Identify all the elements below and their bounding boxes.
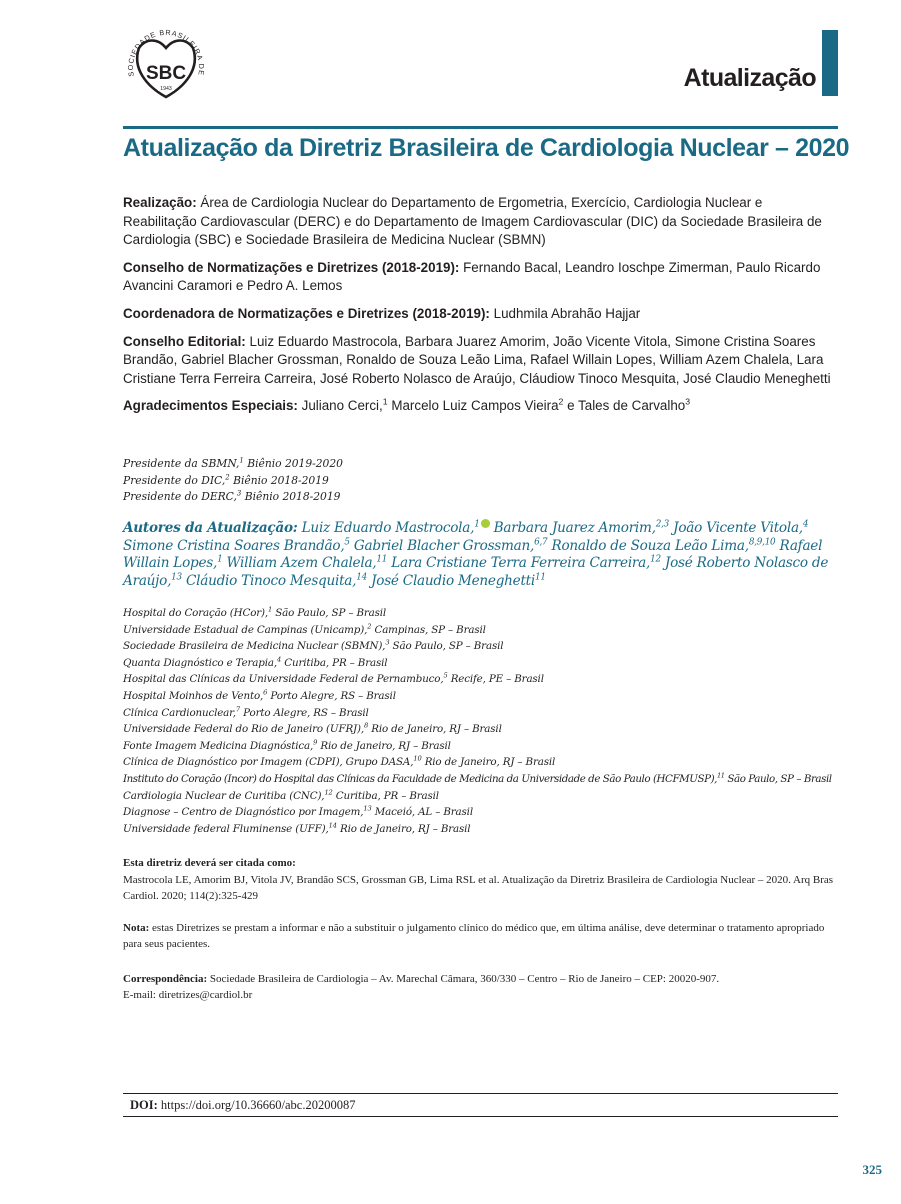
doi-link[interactable]: https://doi.org/10.36660/abc.20200087 bbox=[160, 1098, 356, 1112]
orcid-icon[interactable] bbox=[481, 519, 490, 528]
page-number: 325 bbox=[862, 1162, 882, 1177]
affiliation: Universidade Estadual de Campinas (Unicamp),$^2$ Campinas, SP – Brasil bbox=[123, 622, 486, 636]
logo-year: 1943 bbox=[160, 86, 172, 92]
affiliation: Hospital do Coração (HCor),$^1$ São Paulo, SP – Brasil bbox=[123, 605, 387, 619]
page-title: Atualização da Diretriz Brasileira de Cardiologia Nuclear – 2020 bbox=[123, 134, 850, 162]
affiliation: Sociedade Brasileira de Medicina Nuclear (SBMN),$^3$ São Paulo, SP – Brasil bbox=[123, 638, 504, 653]
citation-heading: Esta diretriz deverá ser citada como: bbox=[123, 857, 296, 869]
correspondence-email[interactable]: E-mail: diretrizes@cardiol.br bbox=[123, 989, 253, 1001]
doi-rule-bottom bbox=[123, 1116, 838, 1117]
author: Ronaldo de Souza Leão Lima,$^{8,9,10}$ bbox=[551, 536, 776, 554]
author: William Azem Chalela,$^{11}$ bbox=[226, 554, 388, 571]
affiliation: Universidade Federal do Rio de Janeiro (UFRJ),$^8$ Rio de Janeiro, RJ – Brasil bbox=[123, 721, 502, 736]
author: João Vicente Vitola,$^4$ bbox=[673, 519, 809, 536]
credit-conselho-normatizacoes: Conselho de Normatizações e Diretrizes (2018-2019): Fernando Bacal, Leandro Ioschpe Zimerman, Paulo Ricardo Avancini Caramori e Pedro A. Lemos bbox=[123, 259, 821, 294]
credit-coordenadora: Coordenadora de Normatizações e Diretrizes (2018-2019): Ludhmila Abrahão Hajjar bbox=[123, 305, 641, 321]
author: José Roberto Nolasco de Araújo,$^{13}$ bbox=[123, 555, 829, 589]
author: Barbara Juarez Amorim,$^{2,3}$ bbox=[493, 519, 670, 536]
author: Gabriel Blacher Grossman,$^{6,7}$ bbox=[353, 536, 548, 554]
correspondence-label: Correspondência: bbox=[123, 973, 208, 985]
affiliation: Hospital das Clínicas da Universidade Federal de Pernambuco,$^5$ Recife, PE – Brasil bbox=[123, 671, 544, 686]
affiliation: Instituto do Coração (Incor) do Hospital das Clínicas da Faculdade de Medicina da Universidade de São Paulo (HCFMUSP),$^{11}$ São Paulo, SP – Brasil bbox=[123, 771, 832, 785]
authors-label: Autores da Atualização: bbox=[123, 520, 298, 536]
president-line: Presidente do DERC,$^3$ Biênio 2018-2019 bbox=[123, 489, 341, 504]
correspondence-text: Sociedade Brasileira de Cardiologia – Av. Marechal Câmara, 360/330 – Centro – Rio de Janeiro – CEP: 20020-907. bbox=[209, 973, 720, 985]
author: Cláudio Tinoco Mesquita,$^{14}$ bbox=[185, 571, 367, 589]
affiliation: Fonte Imagem Medicina Diagnóstica,$^9$ Rio de Janeiro, RJ – Brasil bbox=[123, 738, 451, 752]
author: José Claudio Meneghetti$^{11}$ bbox=[371, 571, 546, 589]
affiliations-list bbox=[123, 605, 839, 837]
affiliation: Diagnose – Centro de Diagnóstico por Imagem,$^{13}$ Maceió, AL – Brasil bbox=[123, 804, 473, 819]
note bbox=[123, 920, 839, 952]
author: Lara Cristiane Terra Ferreira Carreira,$^{12}$ bbox=[391, 554, 661, 571]
section-accent-bar bbox=[822, 30, 838, 96]
doi-line bbox=[130, 1098, 355, 1113]
president-line: Presidente da SBMN,$^1$ Biênio 2019-2020 bbox=[123, 456, 343, 470]
correspondence bbox=[123, 971, 839, 1003]
author: Luiz Eduardo Mastrocola,$^1$ bbox=[302, 520, 490, 536]
affiliation: Hospital Moinhos de Vento,$^6$ Porto Alegre, RS – Brasil bbox=[123, 688, 396, 702]
credits-block bbox=[123, 194, 839, 425]
title-rule bbox=[123, 126, 838, 129]
author: Rafael Willain Lopes,$^1$ bbox=[123, 537, 823, 571]
authors-block bbox=[123, 519, 841, 590]
section-label: Atualização bbox=[683, 64, 816, 92]
affiliation: Universidade federal Fluminense (UFF),$^{14}$ Rio de Janeiro, RJ – Brasil bbox=[123, 821, 471, 835]
credit-realizacao: Realização: Área de Cardiologia Nuclear do Departamento de Ergometria, Exercício, Cardiologia Nuclear e Reabilitação Cardiovascular (DERC) e do Departamento de Imagem Cardiovascular (DIC) da Sociedade Brasileira de Cardiologia (SBC) e Sociedade Brasileira de Medicina Nuclear (SBMN) bbox=[123, 195, 822, 248]
author: Simone Cristina Soares Brandão,$^5$ bbox=[123, 536, 350, 554]
affiliation: Cardiologia Nuclear de Curitiba (CNC),$^{12}$ Curitiba, PR – Brasil bbox=[123, 788, 439, 802]
doi-rule-top bbox=[123, 1093, 838, 1094]
presidents-list bbox=[123, 456, 839, 506]
credit-conselho-editorial: Conselho Editorial: Luiz Eduardo Mastrocola, Barbara Juarez Amorim, João Vicente Vitola, Simone Cristina Soares Brandão, Gabriel Blacher Grossman, Ronaldo de Souza Leão Lima, Rafael Willain Lopes, William Azem Chalela, Lara Cristiane Terra Ferreira Carreira, José Roberto Nolasco de Araújo, Cláudiow Tinoco Mesquita, José Claudio Meneghetti bbox=[123, 333, 831, 386]
affiliation: Clínica Cardionuclear,$^7$ Porto Alegre, RS – Brasil bbox=[123, 705, 369, 719]
doi-label: DOI: bbox=[130, 1098, 158, 1112]
logo-abbreviation: SBC bbox=[145, 63, 187, 84]
affiliation: Clínica de Diagnóstico por Imagem (CDPI), Grupo DASA,$^{10}$ Rio de Janeiro, RJ – Brasil bbox=[123, 754, 556, 769]
logo-ring-text: SOCIEDADE BRASILEIRA DE bbox=[125, 27, 207, 78]
affiliation: Quanta Diagnóstico e Terapia,$^4$ Curitiba, PR – Brasil bbox=[123, 655, 388, 669]
note-label: Nota: bbox=[123, 922, 150, 934]
citation-text: Mastrocola LE, Amorim BJ, Vitola JV, Brandão SCS, Grossman GB, Lima RSL et al. Atualização da Diretriz Brasileira de Cardiologia Nuclear – 2020. Arq Bras Cardiol. 2020; 114(2):325-429 bbox=[123, 874, 834, 902]
sbc-logo bbox=[120, 18, 212, 110]
president-line: Presidente do DIC,$^2$ Biênio 2018-2019 bbox=[123, 473, 329, 487]
note-text: estas Diretrizes se prestam a informar e não a substituir o julgamento clínico do médico que, em última análise, deve determinar o tratamento apropriado para seus pacientes. bbox=[123, 922, 825, 950]
credit-agradecimentos: Agradecimentos Especiais: Juliano Cerci,$^1$ Marcelo Luiz Campos Vieira$^2$ e Tales de Carvalho$^3$ bbox=[123, 396, 691, 414]
